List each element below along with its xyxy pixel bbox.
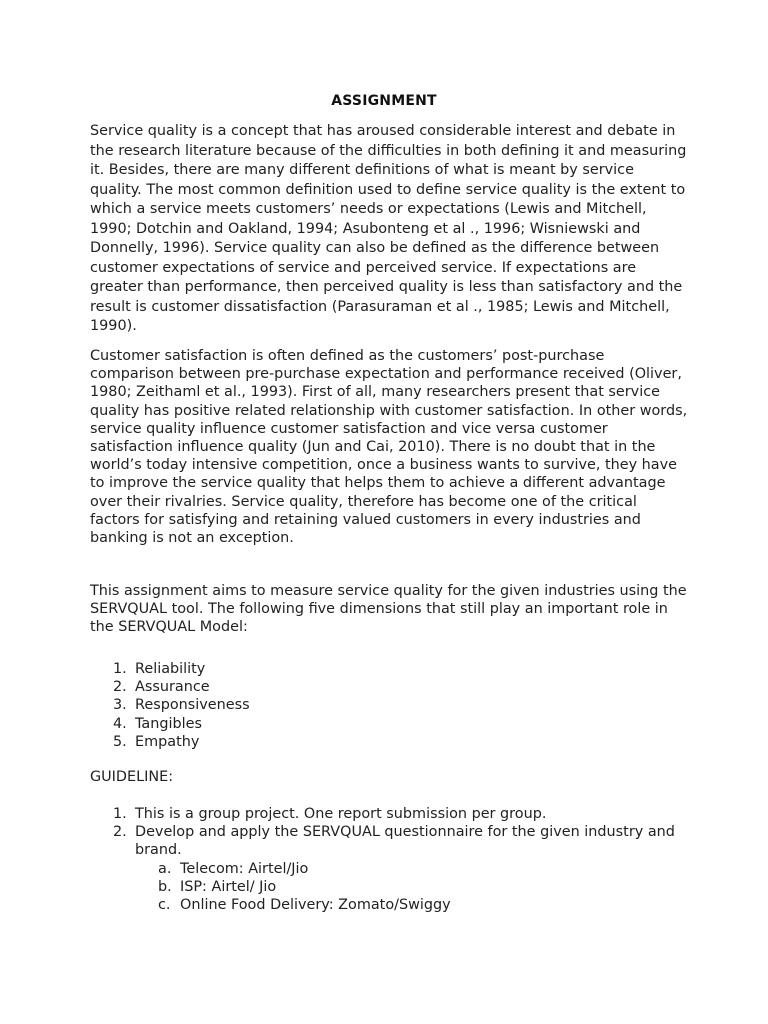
paragraph-service-quality: Service quality is a concept that has aroused considerable interest and debate in the research literature because of the difficulties in both defining it and measuring it. Besides, there are many different definitions of what is meant by service quality. The most common definition used to define service quality is the extent to which a service meets customers’ needs or expectations (Lewis and Mitchell, 1990; Dotchin and Oakland, 1994; Asubonteng et al ., 1996; Wisniewski and Donnelly, 1996). Service quality can also be defined as the difference between customer expectations of service and perceived service. If expectations are greater than performance, then perceived quality is less than satisfactory and the result is customer dissatisfaction (Parasuraman et al ., 1985; Lewis and Mitchell, 1990). (90, 123, 687, 335)
list-item (90, 805, 690, 823)
list-item (90, 733, 250, 751)
list-item (135, 860, 690, 878)
list-number: 4. (113, 715, 127, 732)
page-title: ASSIGNMENT (331, 93, 437, 109)
guideline-heading: GUIDELINE: (90, 769, 174, 785)
guideline-text: Develop and apply the SERVQUAL questionnaire for the given industry and brand. (135, 824, 675, 859)
guidelines-list (90, 805, 690, 914)
list-number: 3. (113, 697, 127, 714)
paragraph-customer-satisfaction: Customer satisfaction is often defined as the customers’ post-purchase comparison between pre-purchase expectation and performance received (Oliver, 1980; Zeithaml et al., 1993). First of all, many researchers present that service quality has positive related relationship with customer satisfaction. In other words, service quality influence customer satisfaction and vice versa customer satisfaction influence quality (Jun and Cai, 2010). There is no doubt that in the world’s today intensive competition, once a business wants to survive, they have to improve the service quality that helps them to achieve a different advantage over their rivalries. Service quality, therefore has become one of the critical factors for satisfying and retaining valued customers in every industries and banking is not an exception. (90, 348, 688, 547)
dimension-label: Reliability (135, 661, 206, 677)
list-item (90, 660, 250, 678)
list-item (135, 896, 690, 914)
list-number: 2. (113, 679, 127, 696)
list-letter: c. (158, 897, 171, 914)
list-item (90, 678, 250, 696)
list-number: 1. (113, 806, 127, 822)
list-number: 5. (113, 733, 127, 750)
dimension-label: Responsiveness (135, 697, 250, 714)
industries-list (135, 860, 690, 915)
dimension-label: Assurance (135, 679, 210, 696)
list-letter: a. (158, 860, 172, 877)
paragraph-assignment-aim: This assignment aims to measure service quality for the given industries using the SERVQUAL tool. The following five dimensions that still play an important role in the SERVQUAL Model: (90, 583, 687, 636)
industry-text: Online Food Delivery: Zomato/Swiggy (180, 897, 451, 914)
list-letter: b. (158, 878, 172, 895)
list-item (135, 878, 690, 896)
dimension-label: Empathy (135, 733, 200, 750)
list-item (90, 823, 690, 914)
dimension-label: Tangibles (135, 715, 202, 732)
industry-text: ISP: Airtel/ Jio (180, 878, 277, 895)
list-number: 1. (113, 661, 127, 677)
list-number: 2. (113, 824, 127, 841)
dimensions-list (90, 660, 250, 751)
guideline-text: This is a group project. One report submission per group. (135, 806, 547, 822)
list-item (90, 715, 250, 733)
list-item (90, 696, 250, 714)
industry-text: Telecom: Airtel/Jio (180, 860, 309, 877)
